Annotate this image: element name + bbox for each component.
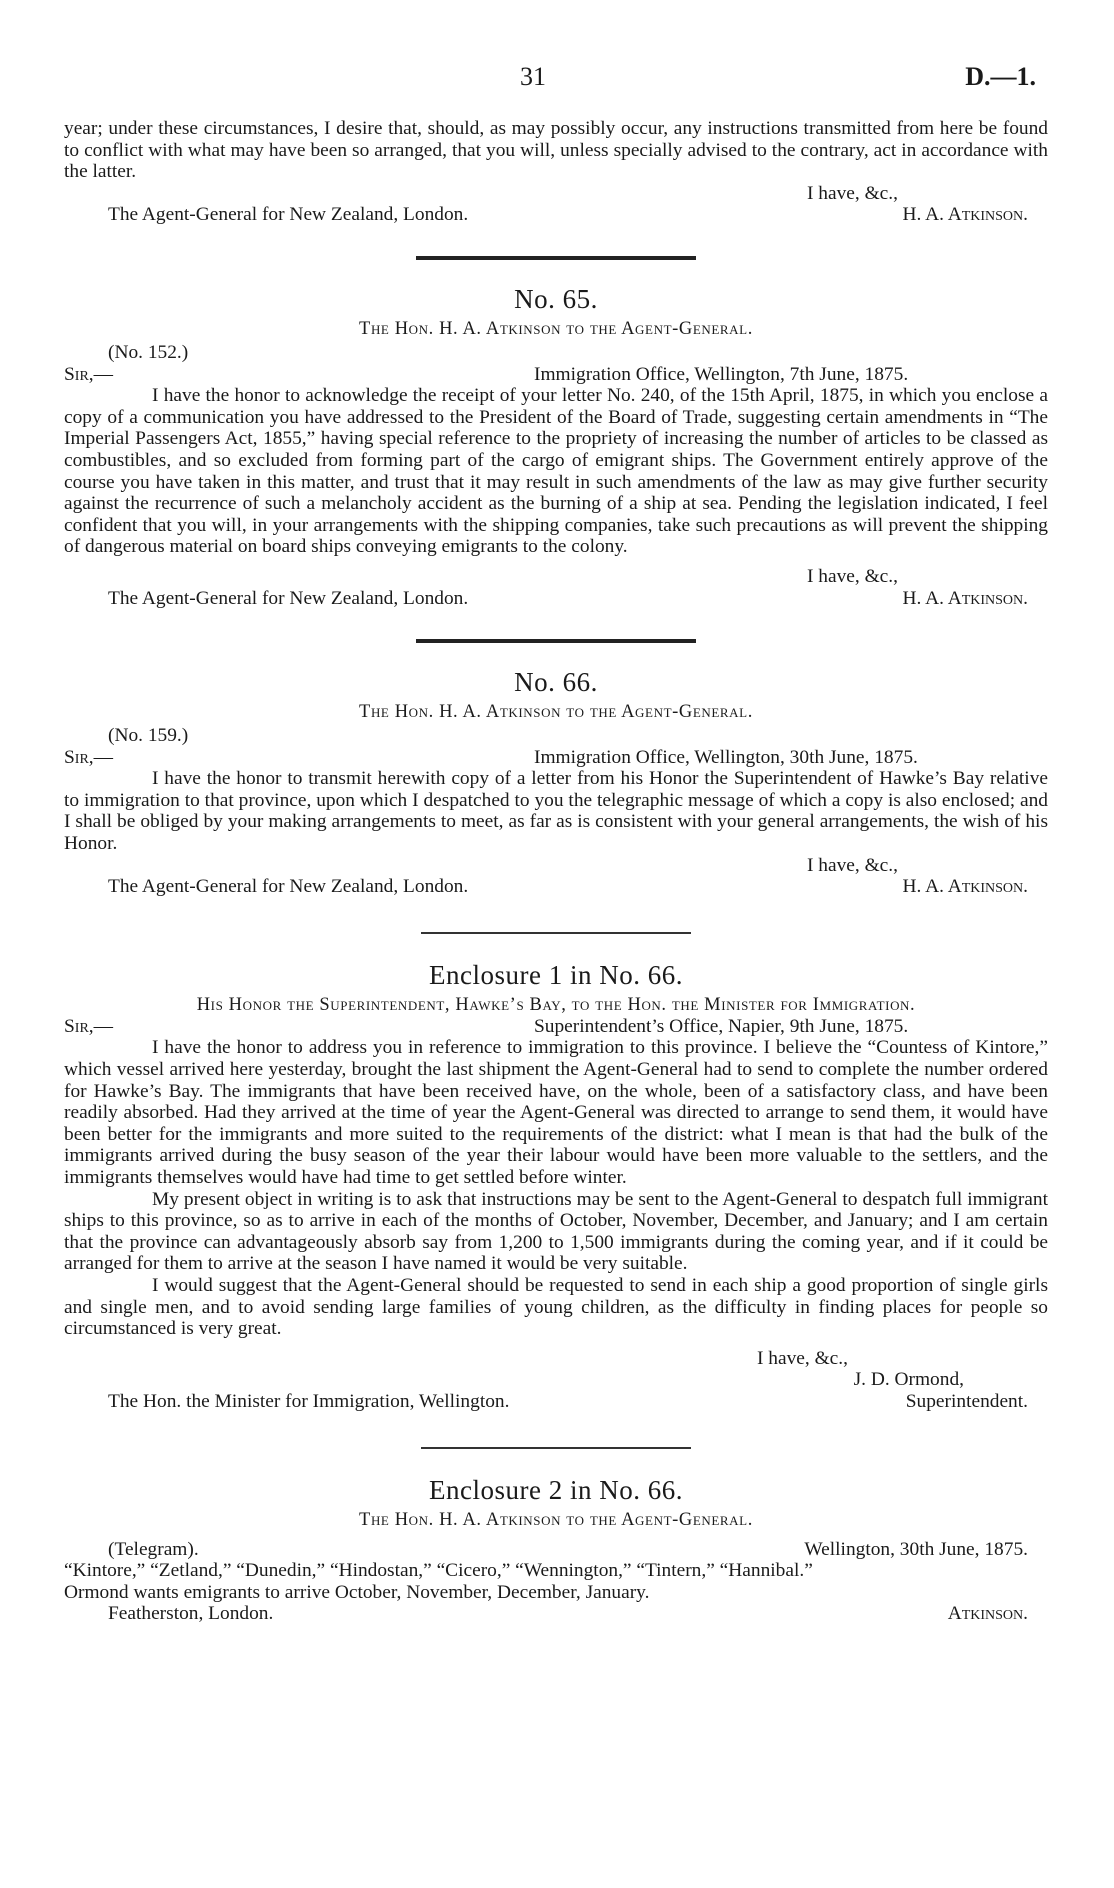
letter-paragraph: I have the honor to address you in reference to immigration to this province. I believe the “Countess of Kintore,” which vessel arrived here yesterday, brought the last shipment the Agent-General had to send to complete the number ordered for Hawke’s Bay. The immigrants that have been received have, on the whole, been of a satisfactory class, and have been readily absorbed. Had they arrived at the time of year the Agent-General was directed to arrange to send them, it would have been better for the immigrants and more suited to the requirements of the district: what I mean is that had the bulk of the immigrants arrived during the busy season of the year their labour would have been more valuable to the settlers, and the immigrants themselves would have had time to get settled before winter. (64, 1037, 1048, 1188)
signature-line (64, 1391, 1048, 1413)
enclosure-title: Enclosure 2 in No. 66. (429, 1474, 683, 1505)
page-header (0, 62, 1114, 92)
dateline: Wellington, 30th June, 1875. (804, 1538, 1028, 1560)
letter-paragraph: I have the honor to transmit herewith copy of a letter from his Honor the Superintendent of Hawke’s Bay relative to immigration to that province, upon which I despatched to you the telegraphic message of which a copy is also enclosed; and I shall be obliged by your making arrangements to meet, as far as is consistent with your general arrangements, the wish of his Honor. (64, 768, 1048, 855)
letter-no-66 (64, 667, 1048, 898)
letter-paragraph: I would suggest that the Agent-General should be requested to send in each ship a good proportion of single girls and single men, and to avoid sending large families of young children, as the difficulty in finding places for people so circumstanced is very great. (64, 1274, 1048, 1340)
salutation: Sir,— (64, 1015, 114, 1037)
signature: J. D. Ormond, (853, 1369, 964, 1391)
telegram-message: Ormond wants emigrants to arrive October, November, December, January. (64, 1581, 650, 1603)
signature: H. A. Atkinson. (902, 204, 1028, 226)
divider (416, 256, 696, 260)
signature-line (64, 1603, 1048, 1625)
enclosure-title: Enclosure 1 in No. 66. (429, 959, 683, 990)
letter-ref: (No. 152.) (108, 341, 189, 363)
enclosure-2 (64, 1475, 1048, 1625)
closing: I have, &c., (807, 854, 898, 876)
page-number: 31 (520, 62, 546, 91)
salutation-line (64, 1016, 1048, 1038)
letter-from: The Hon. H. A. Atkinson to the Agent-General. (359, 1509, 753, 1530)
letter-from: The Hon. H. A. Atkinson to the Agent-General. (359, 318, 753, 339)
closing: I have, &c., (807, 182, 898, 204)
letter-paragraph: I have the honor to acknowledge the receipt of your letter No. 240, of the 15th April, 1875, in which you enclose a copy of a communication you have addressed to the President of the Board of Trade, suggesting certain amendments in “The Imperial Passengers Act, 1855,” having special reference to the propriety of increasing the number of articles to be classed as combustibles, and so excluded from forming part of the cargo of emigrant ships. The Government entirely approve of the course you have taken in this matter, and trust that it may result in such amendments of the law as may give further security against the recurrence of such a melancholy accident as the burning of a ship at sea. Pending the legislation indicated, I feel confident that you will, in your arrangements with the shipping companies, take such precautions as will prevent the shipping of dangerous material on board ships conveying emigrants to the colony. (64, 385, 1048, 558)
document-body (64, 118, 1048, 1625)
telegram-ships: “Kintore,” “Zetland,” “Dunedin,” “Hindostan,” “Cicero,” “Wennington,” “Tintern,” “Hannibal.” (64, 1560, 813, 1582)
signature-title: Superintendent. (905, 1390, 1028, 1412)
signature: Atkinson. (947, 1603, 1028, 1625)
divider (416, 639, 696, 643)
salutation-line (64, 364, 1048, 386)
salutation: Sir,— (64, 363, 114, 385)
intro-letter (64, 118, 1048, 226)
enclosure-1 (64, 960, 1048, 1413)
document-code: D.—1. (965, 62, 1036, 91)
telegram-label: (Telegram). (108, 1538, 199, 1560)
signature: H. A. Atkinson. (902, 587, 1028, 609)
salutation-line (64, 747, 1048, 769)
recipient: The Hon. the Minister for Immigration, Wellington. (108, 1390, 510, 1412)
recipient: Featherston, London. (108, 1603, 274, 1625)
recipient: The Agent-General for New Zealand, London. (108, 876, 469, 898)
recipient: The Agent-General for New Zealand, London. (108, 204, 469, 226)
recipient: The Agent-General for New Zealand, London. (108, 587, 469, 609)
letter-paragraph: My present object in writing is to ask that instructions may be sent to the Agent-General to despatch full immigrant ships to this province, so as to arrive in each of the months of October, November, December, and January; and I am certain that the province can advantageously absorb say from 1,200 to 1,500 immigrants during the coming year, and if it could be arranged for them to arrive at the season I have named it would be very suitable. (64, 1188, 1048, 1275)
closing: I have, &c., (757, 1347, 848, 1369)
signature-line (64, 204, 1048, 226)
dateline: Superintendent’s Office, Napier, 9th June, 1875. (534, 1015, 909, 1037)
intro-paragraph: year; under these circumstances, I desire that, should, as may possibly occur, any instructions transmitted from here be found to conflict with what may have been so arranged, that you will, unless specially advised to the contrary, act in accordance with the latter. (64, 118, 1048, 183)
letter-from: The Hon. H. A. Atkinson to the Agent-General. (359, 702, 753, 723)
letter-title: No. 66. (514, 667, 598, 698)
closing: I have, &c., (807, 565, 898, 587)
divider (421, 1447, 691, 1449)
signature-line (64, 876, 1048, 898)
signature-line (64, 588, 1048, 610)
dateline: Immigration Office, Wellington, 7th June, 1875. (534, 363, 909, 385)
divider (421, 932, 691, 934)
letter-ref: (No. 159.) (108, 725, 189, 747)
dateline: Immigration Office, Wellington, 30th June, 1875. (534, 746, 918, 768)
letter-title: No. 65. (514, 283, 598, 314)
salutation: Sir,— (64, 746, 114, 768)
letter-no-65 (64, 284, 1048, 609)
signature: H. A. Atkinson. (902, 876, 1028, 898)
telegram-header (64, 1539, 1048, 1561)
letter-from: His Honor the Superintendent, Hawke’s Bay, to the Hon. the Minister for Immigration. (196, 994, 916, 1015)
